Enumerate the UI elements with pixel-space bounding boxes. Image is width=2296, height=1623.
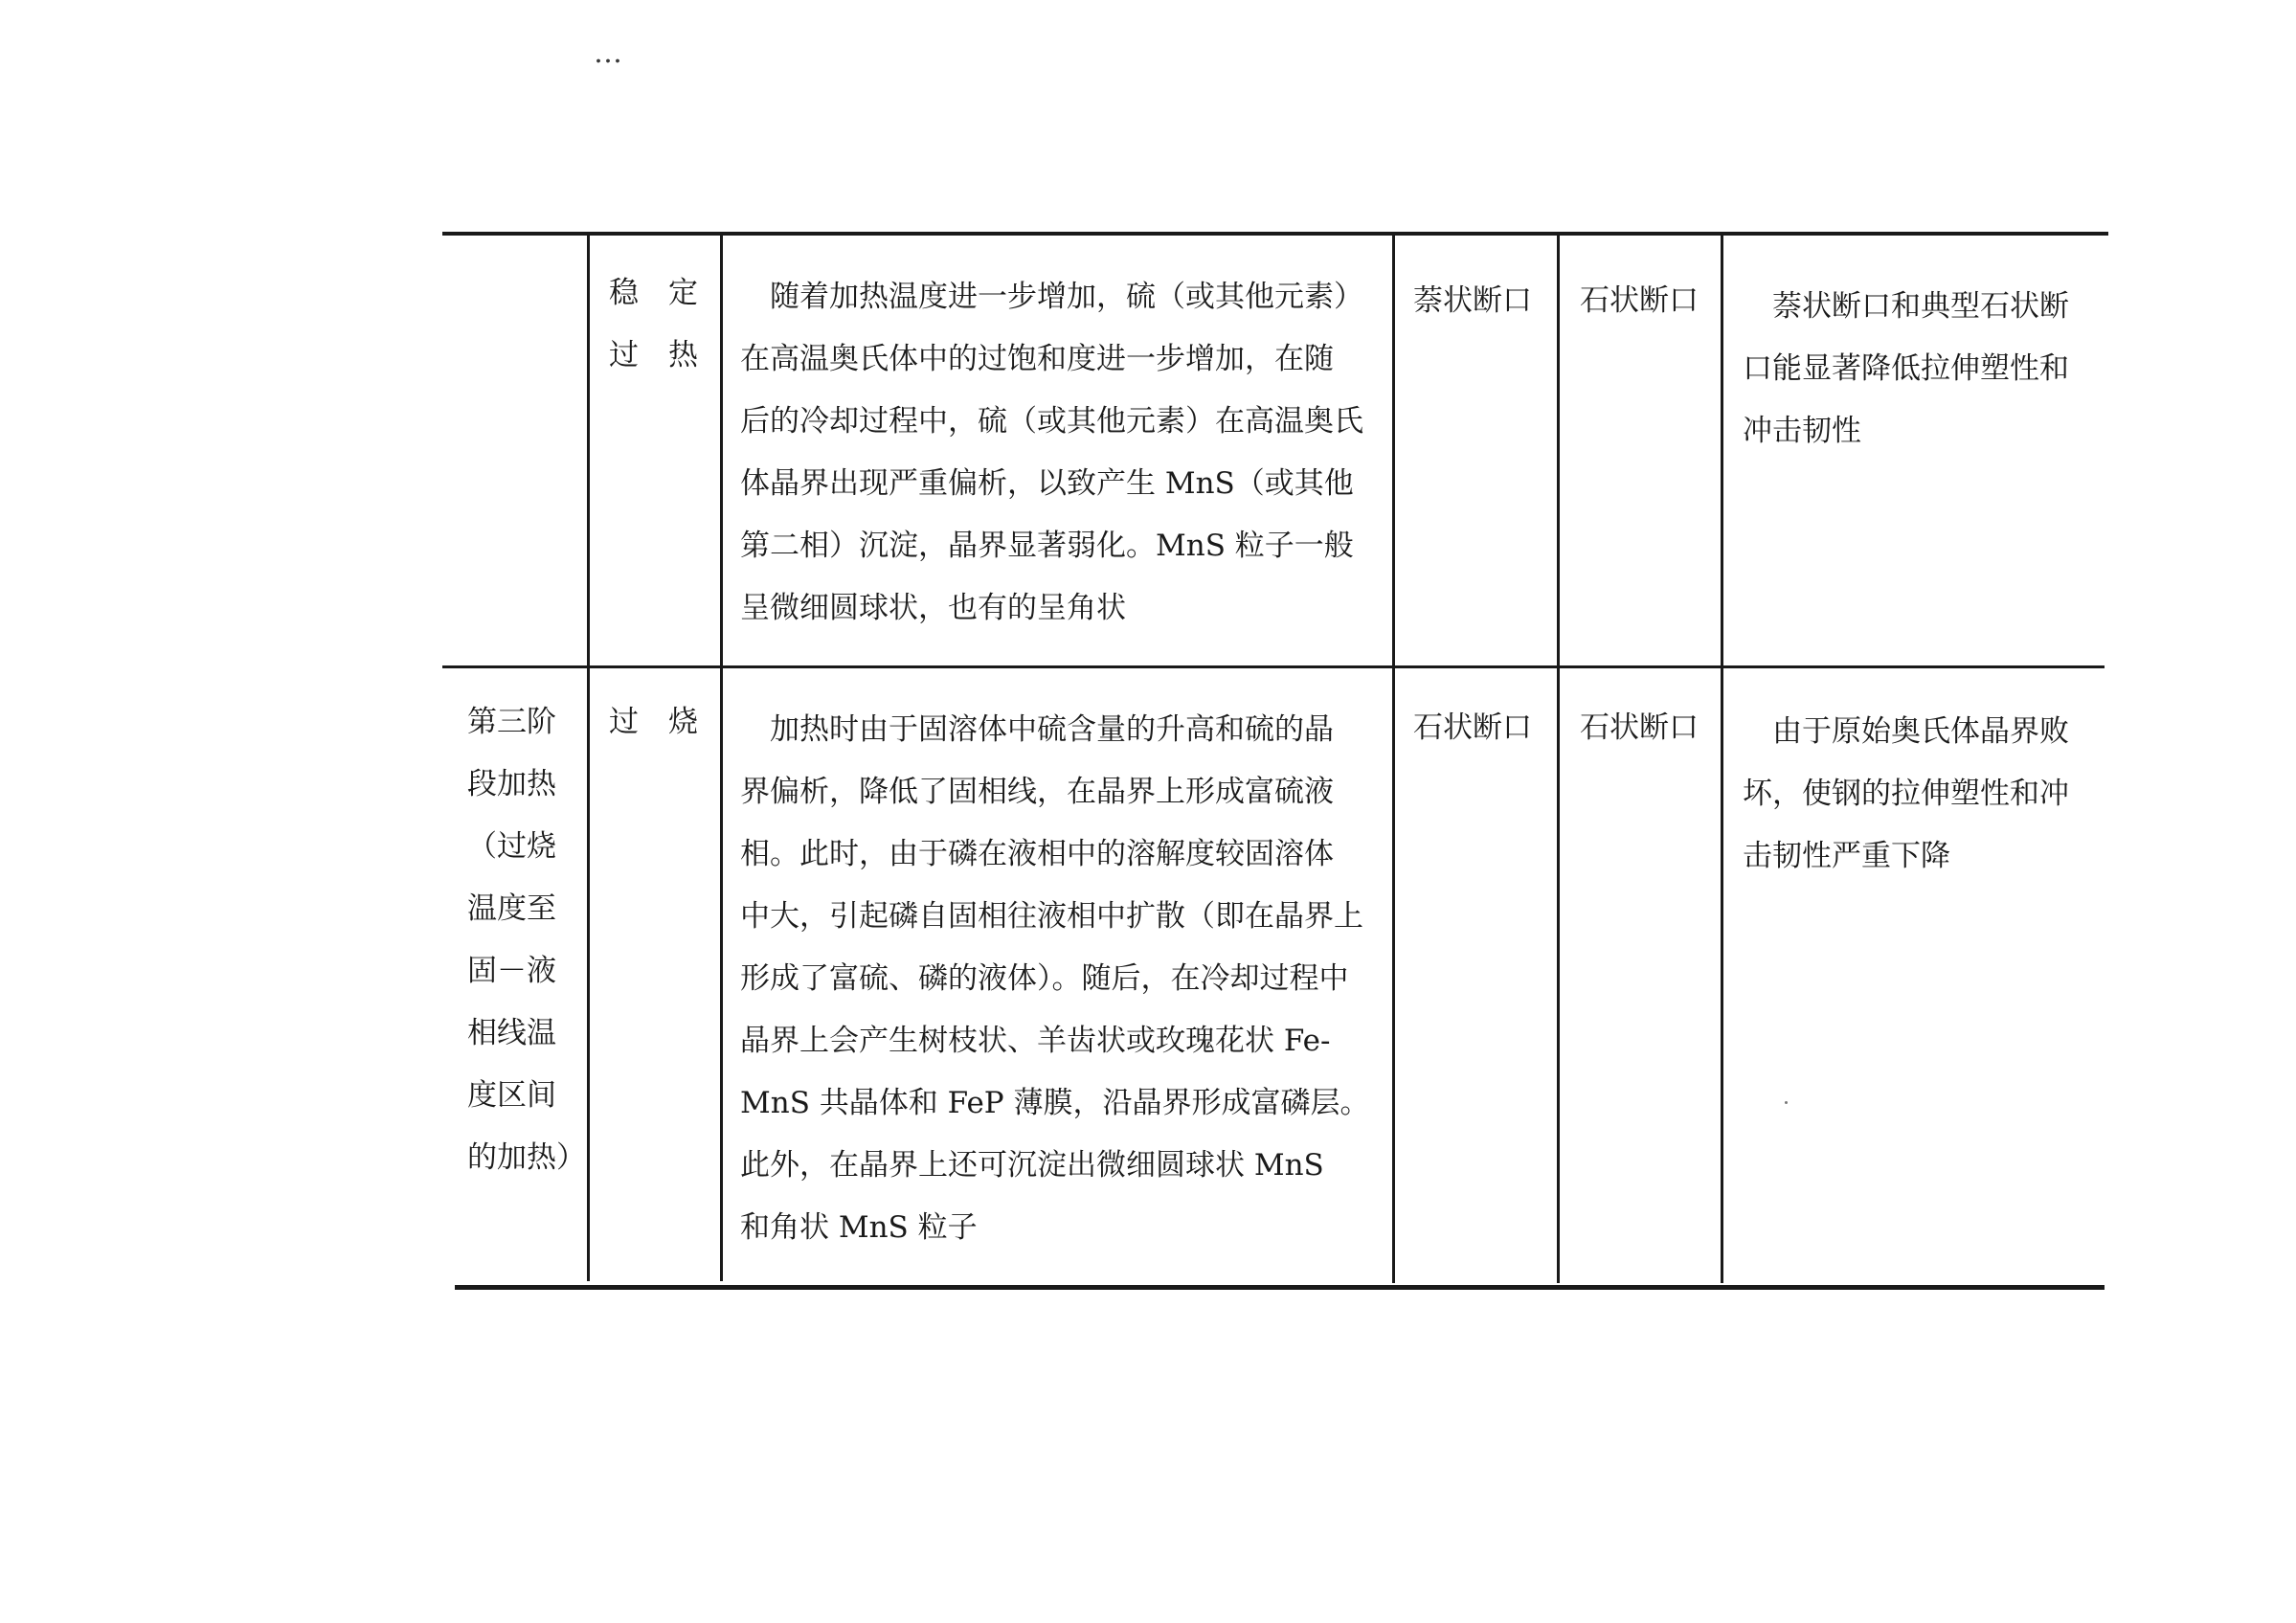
row2-effect-line: 坏，使钢的拉伸塑性和冲 — [1743, 777, 2069, 811]
row2-name: 过 烧 — [609, 705, 698, 739]
row1-effect-line: 冲击韧性 — [1743, 414, 1861, 448]
row1-description-line: 呈微细圆球状，也有的呈角状 — [740, 591, 1126, 625]
row2-effect-line: 由于原始奥氏体晶界败 — [1743, 714, 2069, 749]
row2-effect — [1743, 701, 2069, 888]
row1-fracture-a: 萘状断口 — [1413, 283, 1532, 318]
row1-description-line: 第二相）沉淀，晶界显著弱化。MnS 粒子一般 — [740, 529, 1354, 563]
row1-description-line: 体晶界出现严重偏析，以致产生 MnS（或其他 — [740, 466, 1354, 501]
row1-name-line1: 稳 定 — [609, 276, 698, 310]
page-header-fragment: … — [594, 36, 624, 65]
row2-description-line: 和角状 MnS 粒子 — [740, 1210, 978, 1245]
row2-stage-line: 度区间 — [467, 1078, 556, 1113]
row2-description-line: 此外，在晶界上还可沉淀出微细圆球状 MnS — [740, 1148, 1324, 1183]
row2-stage-line: 段加热 — [467, 767, 556, 801]
row1-fracture-b: 石状断口 — [1580, 283, 1699, 318]
column-rule-3 — [1392, 236, 1395, 1283]
row1-name-line2: 过 热 — [609, 338, 698, 372]
column-rule-4 — [1557, 236, 1560, 1283]
table-bottom-rule — [455, 1285, 2105, 1290]
table-top-rule — [442, 232, 2108, 236]
row2-stage-line: 的加热） — [467, 1140, 586, 1175]
row2-stage-line: 第三阶 — [467, 705, 556, 739]
scan-speck — [1785, 1101, 1788, 1104]
row2-stage-line: 温度至 — [467, 891, 556, 926]
row1-description — [740, 266, 1363, 640]
row2-description-line: 中大，引起磷自固相往液相中扩散（即在晶界上 — [740, 899, 1363, 934]
row2-description-line: MnS 共晶体和 FeP 薄膜，沿晶界形成富磷层。 — [740, 1086, 1370, 1120]
column-rule-2 — [720, 236, 723, 1281]
row-divider-rule — [442, 665, 2105, 668]
column-rule-1 — [587, 236, 590, 1281]
row2-effect-line: 击韧性严重下降 — [1743, 839, 1950, 873]
row2-description-line: 晶界上会产生树枝状、羊齿状或玫瑰花状 Fe- — [740, 1024, 1331, 1058]
row2-fracture-a: 石状断口 — [1413, 710, 1532, 745]
row1-effect — [1743, 276, 2069, 462]
row1-description-line: 后的冷却过程中，硫（或其他元素）在高温奥氏 — [740, 404, 1363, 439]
row2-description-line: 相。此时，由于磷在液相中的溶解度较固溶体 — [740, 837, 1334, 871]
row2-fracture-b: 石状断口 — [1580, 710, 1699, 745]
row1-description-line: 随着加热温度进一步增加，硫（或其他元素） — [740, 280, 1363, 314]
row2-stage — [467, 691, 586, 1189]
row1-effect-line: 萘状断口和典型石状断 — [1743, 289, 2069, 324]
row2-stage-line: （过烧 — [467, 829, 556, 864]
row2-description-line: 形成了富硫、磷的液体）。随后，在冷却过程中 — [740, 961, 1349, 996]
scan-whiteout-patch — [362, 1149, 424, 1302]
row2-description-line: 加热时由于固溶体中硫含量的升高和硫的晶 — [740, 712, 1334, 747]
row2-stage-line: 相线温 — [467, 1016, 556, 1050]
row2-description-line: 界偏析，降低了固相线，在晶界上形成富硫液 — [740, 775, 1334, 809]
row2-stage-line: 固－液 — [467, 954, 556, 988]
column-rule-5 — [1721, 236, 1723, 1283]
row1-description-line: 在高温奥氏体中的过饱和度进一步增加，在随 — [740, 342, 1334, 376]
row2-description — [740, 699, 1370, 1259]
row1-effect-line: 口能显著降低拉伸塑性和 — [1743, 351, 2069, 386]
